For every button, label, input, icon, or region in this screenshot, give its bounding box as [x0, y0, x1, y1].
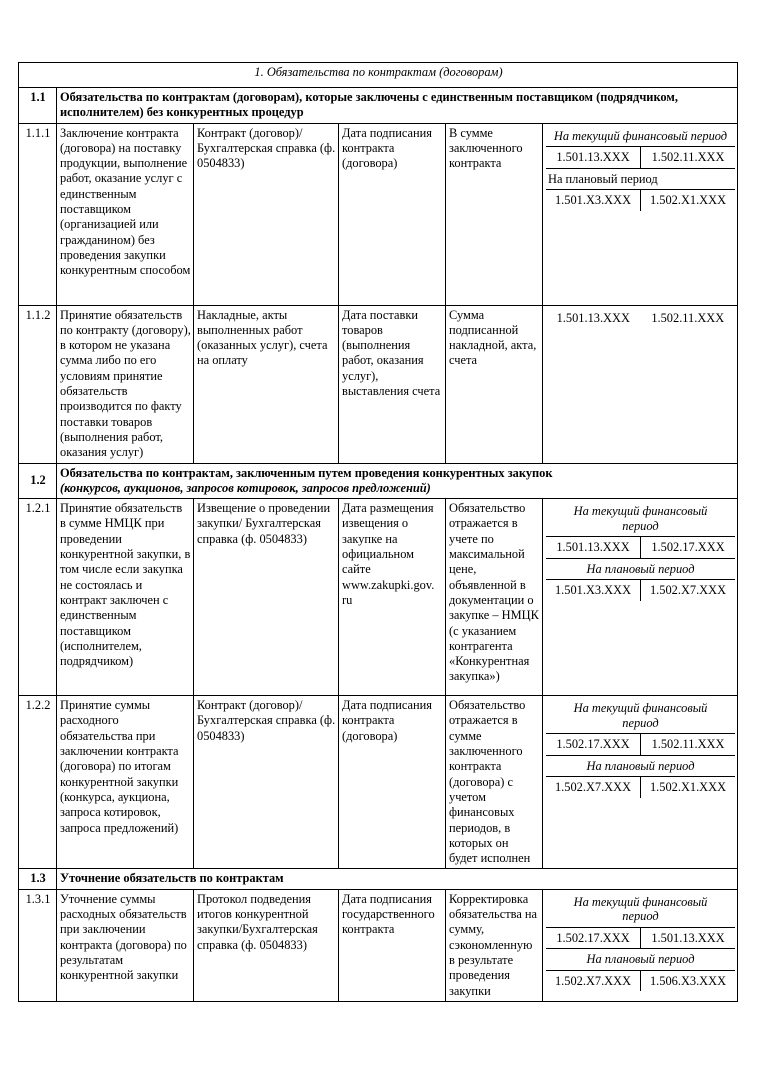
debit-account: 1.502.17.XXX — [546, 927, 641, 949]
group-subtitle: (конкурсов, аукционов, запросов котировок, запросов предложений) — [60, 480, 431, 495]
debit-account: 1.501.13.XXX — [546, 537, 641, 559]
row-number: 1.1.2 — [19, 305, 57, 463]
credit-account: 1.502.X1.XXX — [649, 780, 727, 795]
accounts-table — [546, 892, 735, 992]
group-row — [19, 463, 738, 499]
group-number: 1.3 — [19, 869, 57, 889]
operation-cell: Уточнение суммы расходных обязательств при заключении контракта (договора) по результатам конкурентной закупки — [57, 889, 194, 1001]
document-cell: Контракт (договор)/ Бухгалтерская справка (ф. 0504833) — [194, 696, 339, 869]
date-cell: Дата поставки товаров (выполнения работ, оказания услуг), выставления счета — [339, 305, 446, 463]
accounts-cell — [543, 305, 738, 463]
section-title: 1. Обязательства по контрактам (договорам) — [19, 63, 738, 88]
row-number: 1.3.1 — [19, 889, 57, 1001]
current-period-label: На текущий финансовый период — [546, 501, 735, 537]
accounts-cell — [543, 889, 738, 1001]
group-number: 1.1 — [19, 88, 57, 124]
group-title: Уточнение обязательств по контрактам — [57, 869, 738, 889]
credit-account: 1.502.17.XXX — [641, 537, 736, 559]
credit-account: 1.502.X7.XXX — [649, 583, 727, 598]
accounts-table — [546, 308, 735, 329]
row-number: 1.2.1 — [19, 499, 57, 696]
accounts-cell — [543, 696, 738, 869]
amount-cell: В сумме заключенного контракта — [446, 123, 543, 305]
group-title-cell — [57, 463, 738, 499]
group-title: Обязательства по контрактам, заключенным путем проведения конкурентных закупок — [60, 465, 553, 480]
document-cell: Накладные, акты выполненных работ (оказанных услуг), счета на оплату — [194, 305, 339, 463]
current-period-label: На текущий финансовый период — [546, 892, 735, 928]
group-row — [19, 869, 738, 889]
row-number: 1.1.1 — [19, 123, 57, 305]
date-cell: Дата размещения извещения о закупке на официальном сайте www.zakupki.gov. ru — [339, 499, 446, 696]
accounts-table — [546, 501, 735, 601]
group-title: Обязательства по контрактам (договорам), которые заключены с единственным поставщиком (подрядчиком, исполнителем) без конкурентных процедур — [57, 88, 738, 124]
date-cell: Дата подписания контракта (договора) — [339, 696, 446, 869]
debit-account: 1.501.13.XXX — [556, 310, 630, 325]
date-cell: Дата подписания контракта (договора) — [339, 123, 446, 305]
credit-account: 1.502.11.XXX — [651, 310, 725, 325]
amount-cell: Обязательство отражается в учете по максимальной цене, объявленной в документации о закупке – НМЦК (с указанием контрагента «Конкурентная закупка») — [446, 499, 543, 696]
accounts-cell — [543, 123, 738, 305]
amount-cell: Сумма подписанной накладной, акта, счета — [446, 305, 543, 463]
accounts-table — [546, 126, 735, 211]
plan-period-label: На плановый период — [546, 558, 735, 580]
table-row — [19, 696, 738, 869]
operation-cell: Принятие обязательств в сумме НМЦК при проведении конкурентной закупки, в том числе если закупка не состоялась и контракт заключен с единственным поставщиком (исполнителем, подрядчиком) — [57, 499, 194, 696]
accounts-table — [546, 698, 735, 798]
operation-cell: Заключение контракта (договора) на поставку продукции, выполнение работ, оказание услуг с единственным поставщиком (организацией или гражданином) без проведения закупки конкурентным способом — [57, 123, 194, 305]
group-number: 1.2 — [19, 463, 57, 499]
credit-account: 1.502.11.XXX — [641, 147, 736, 169]
accounts-cell — [543, 499, 738, 696]
amount-cell: Корректировка обязательства на сумму, сэкономленную в результате проведения закупки — [446, 889, 543, 1001]
table-row — [19, 123, 738, 305]
debit-account: 1.502.X7.XXX — [546, 970, 641, 991]
credit-account: 1.506.X3.XXX — [649, 973, 727, 988]
debit-account: 1.501.X3.XXX — [546, 580, 641, 601]
debit-account: 1.501.13.XXX — [546, 147, 641, 169]
amount-cell: Обязательство отражается в сумме заключенного контракта (договора) с учетом финансовых периодов, в которых он будет исполнен — [446, 696, 543, 869]
credit-account: 1.502.11.XXX — [641, 734, 736, 756]
document-cell: Протокол подведения итогов конкурентной закупки/Бухгалтерская справка (ф. 0504833) — [194, 889, 339, 1001]
current-period-label: На текущий финансовый период — [546, 126, 735, 147]
date-cell: Дата подписания государственного контракта — [339, 889, 446, 1001]
plan-period-label: На плановый период — [546, 755, 735, 777]
obligations-table — [18, 62, 738, 1002]
debit-account: 1.502.17.XXX — [546, 734, 641, 756]
credit-account: 1.502.X1.XXX — [649, 193, 727, 208]
credit-account: 1.501.13.XXX — [641, 927, 736, 949]
operation-cell: Принятие суммы расходного обязательства при заключении контракта (договора) по итогам конкурентной закупки (конкурса, аукциона, запроса котировок, запроса предложений) — [57, 696, 194, 869]
plan-period-label: На плановый период — [546, 168, 735, 190]
plan-period-label: На плановый период — [546, 949, 735, 971]
current-period-label: На текущий финансовый период — [546, 698, 735, 734]
document-cell: Извещение о проведении закупки/ Бухгалтерская справка (ф. 0504833) — [194, 499, 339, 696]
operation-cell: Принятие обязательств по контракту (договору), в котором не указана сумма либо по его условиям принятие обязательств производится по факту поставки товаров (выполнения работ, оказания услуг) — [57, 305, 194, 463]
table-row — [19, 305, 738, 463]
debit-account: 1.502.X7.XXX — [546, 777, 641, 798]
section-title-row — [19, 63, 738, 88]
debit-account: 1.501.X3.XXX — [546, 190, 641, 211]
row-number: 1.2.2 — [19, 696, 57, 869]
table-row — [19, 499, 738, 696]
table-row — [19, 889, 738, 1001]
group-row — [19, 88, 738, 124]
document-cell: Контракт (договор)/ Бухгалтерская справка (ф. 0504833) — [194, 123, 339, 305]
